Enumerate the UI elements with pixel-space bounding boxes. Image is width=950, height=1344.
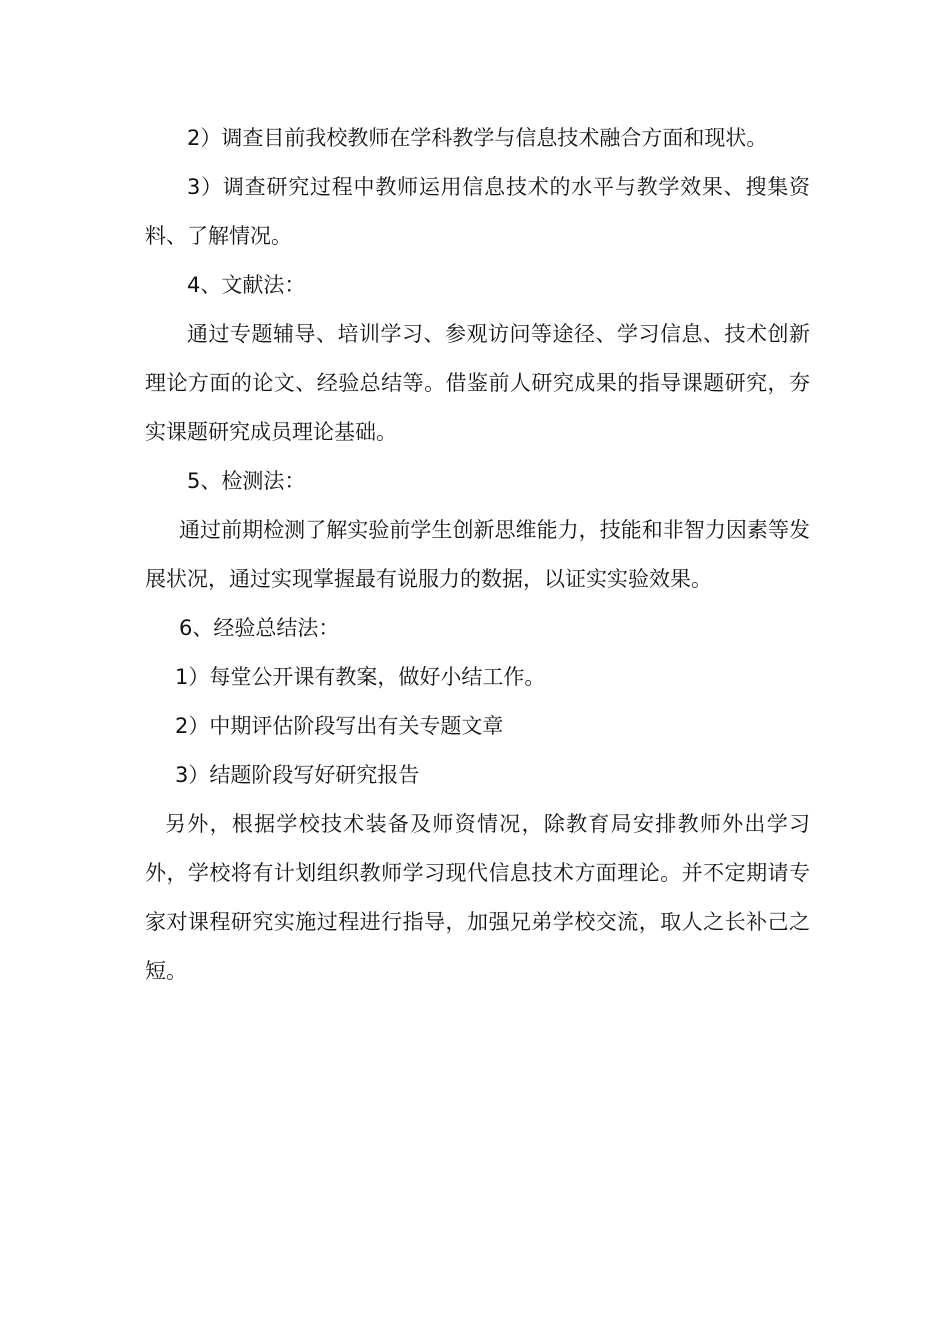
heading-experience-summary-method: 6、经验总结法： — [179, 616, 340, 640]
document-body — [145, 114, 810, 996]
heading-testing-method: 5、检测法： — [187, 469, 306, 493]
paragraph-survey-current-status: 2）调查目前我校教师在学科教学与信息技术融合方面和现状。 — [187, 126, 768, 150]
list-item-final-report: 3）结题阶段写好研究报告 — [175, 763, 420, 787]
heading-literature-method: 4、文献法： — [187, 273, 306, 297]
list-item-midterm-articles: 2）中期评估阶段写出有关专题文章 — [175, 714, 504, 738]
paragraph-literature-method: 通过专题辅导、培训学习、参观访问等途径、学习信息、技术创新理论方面的论文、经验总结等。借鉴前人研究成果的指导课题研究，夯实课题研究成员理论基础。 — [145, 322, 810, 444]
list-item-lesson-plans: 1）每堂公开课有教案，做好小结工作。 — [175, 665, 546, 689]
paragraph-additional-training: 另外，根据学校技术装备及师资情况，除教育局安排教师外出学习外，学校将有计划组织教师学习现代信息技术方面理论。并不定期请专家对课程研究实施过程进行指导，加强兄弟学校交流，取人之长补己之短。 — [145, 812, 810, 983]
paragraph-survey-research-process: 3）调查研究过程中教师运用信息技术的水平与教学效果、搜集资料、了解情况。 — [145, 175, 810, 248]
paragraph-testing-method: 通过前期检测了解实验前学生创新思维能力，技能和非智力因素等发展状况，通过实现掌握最有说服力的数据，以证实实验效果。 — [145, 518, 810, 591]
